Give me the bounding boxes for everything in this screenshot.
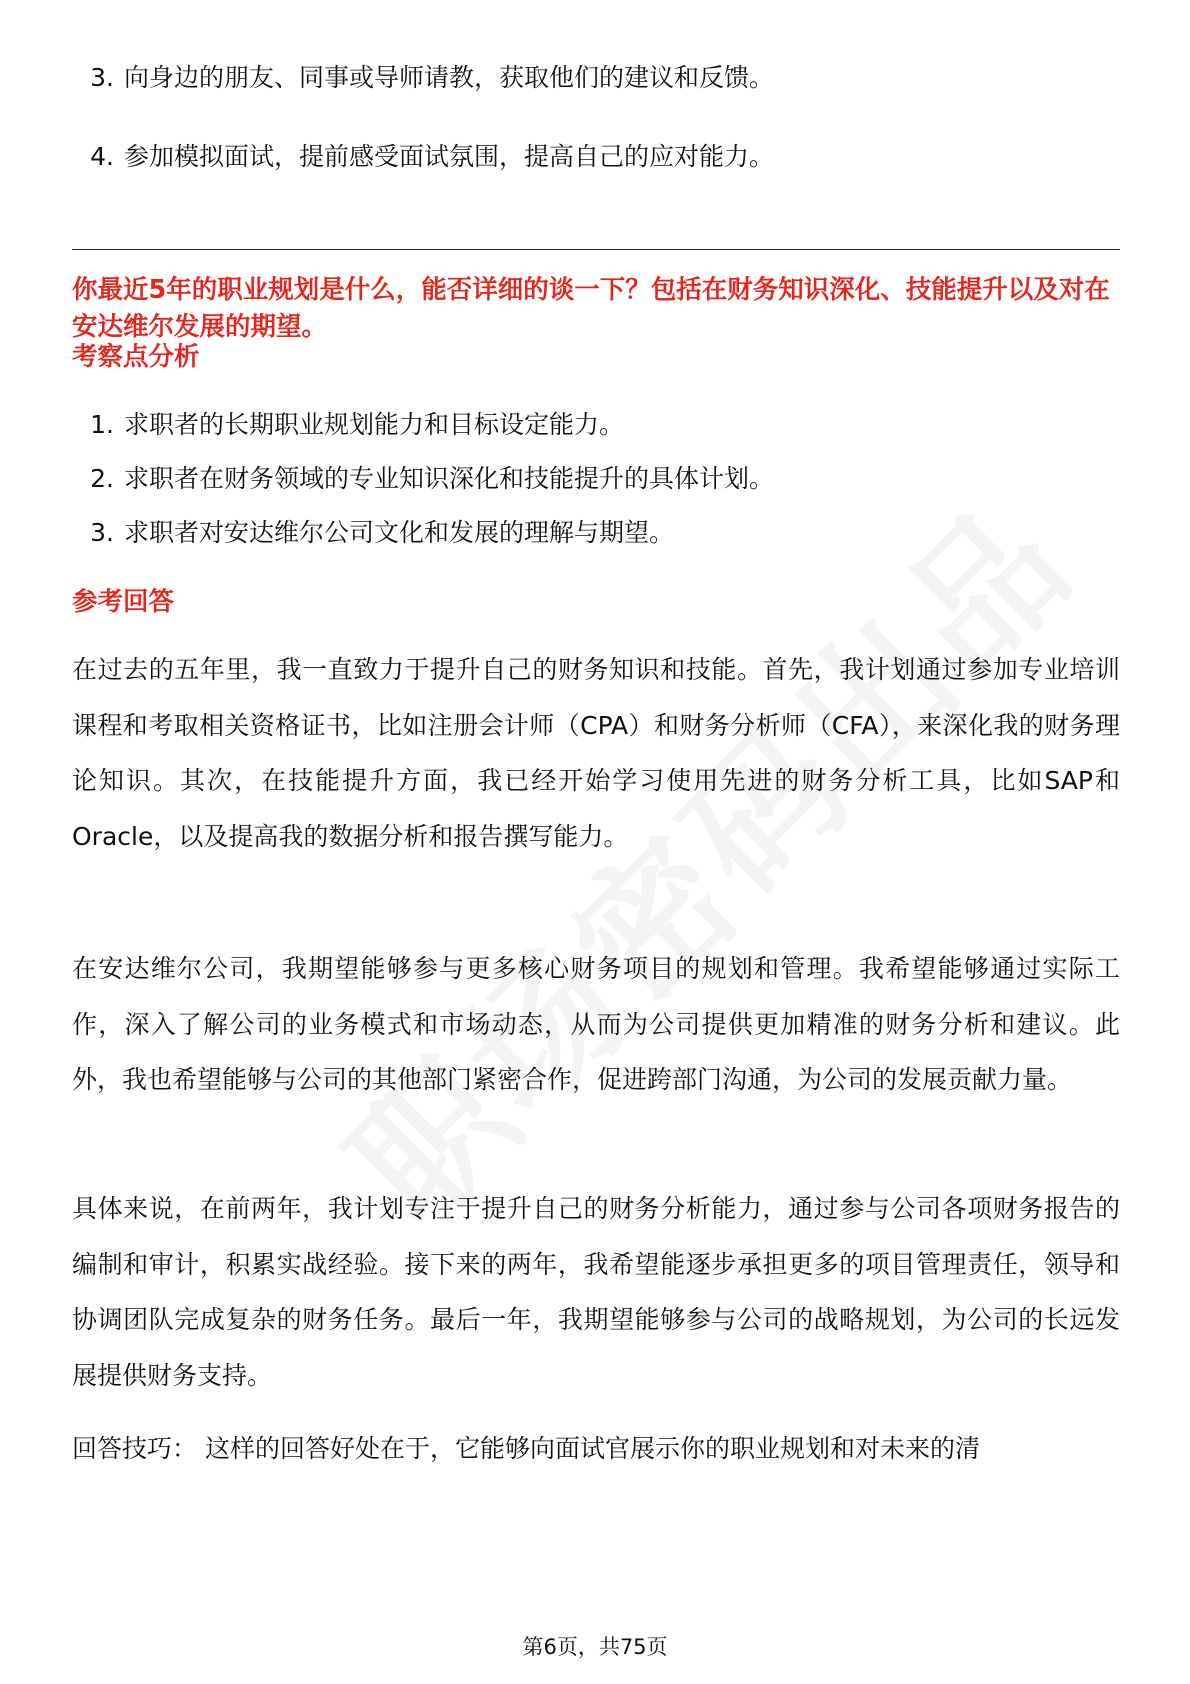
list-item-number: 1.	[90, 410, 114, 439]
list-item	[72, 462, 774, 496]
page-number-footer: 第6页，共75页	[522, 1635, 668, 1659]
answer-paragraph: 在安达维尔公司，我期望能够参与更多核心财务项目的规划和管理。我希望能够通过实际工作，深入了解公司的业务模式和市场动态，从而为公司提供更加精准的财务分析和建议。此外，我也希望能够与公司的其他部门紧密合作，促进跨部门沟通，为公司的发展贡献力量。	[72, 954, 1120, 1094]
answer-heading: 参考回答	[72, 587, 175, 617]
analysis-heading: 考察点分析	[72, 342, 200, 372]
list-item-text: 参加模拟面试，提前感受面试氛围，提高自己的应对能力。	[124, 142, 775, 171]
answer-paragraph: 具体来说，在前两年，我计划专注于提升自己的财务分析能力，通过参与公司各项财务报告的编制和审计，积累实战经验。接下来的两年，我希望能逐步承担更多的项目管理责任，领导和协调团队完成复杂的财务任务。最后一年，我期望能够参与公司的战略规划，为公司的长远发展提供财务支持。	[72, 1194, 1120, 1390]
list-item-text: 求职者在财务领域的专业知识深化和技能提升的具体计划。	[124, 464, 775, 493]
list-item-text: 求职者的长期职业规划能力和目标设定能力。	[124, 410, 625, 439]
list-item-text: 向身边的朋友、同事或导师请教，获取他们的建议和反馈。	[124, 63, 775, 92]
question-heading: 你最近5年的职业规划是什么，能否详细的谈一下？包括在财务知识深化、技能提升以及对在安达维尔发展的期望。	[72, 275, 1110, 342]
list-item	[72, 140, 774, 174]
list-item	[72, 408, 624, 442]
answer-tip-paragraph: 回答技巧： 这样的回答好处在于，它能够向面试官展示你的职业规划和对未来的清	[72, 1434, 980, 1463]
list-item-number: 3.	[90, 63, 114, 92]
watermark-text	[295, 473, 1084, 1262]
list-item	[72, 516, 674, 550]
answer-paragraph: 在过去的五年里，我一直致力于提升自己的财务知识和技能。首先，我计划通过参加专业培训课程和考取相关资格证书，比如注册会计师（CPA）和财务分析师（CFA），来深化我的财务理论知识。其次，在技能提升方面，我已经开始学习使用先进的财务分析工具，比如SAP和Oracle，以及提高我的数据分析和报告撰写能力。	[72, 655, 1120, 851]
list-item-number: 3.	[90, 518, 114, 547]
list-item-text: 求职者对安达维尔公司文化和发展的理解与期望。	[124, 518, 675, 547]
list-item-number: 2.	[90, 464, 114, 493]
list-item	[72, 61, 774, 95]
list-item-number: 4.	[90, 142, 114, 171]
section-divider	[72, 249, 1120, 250]
